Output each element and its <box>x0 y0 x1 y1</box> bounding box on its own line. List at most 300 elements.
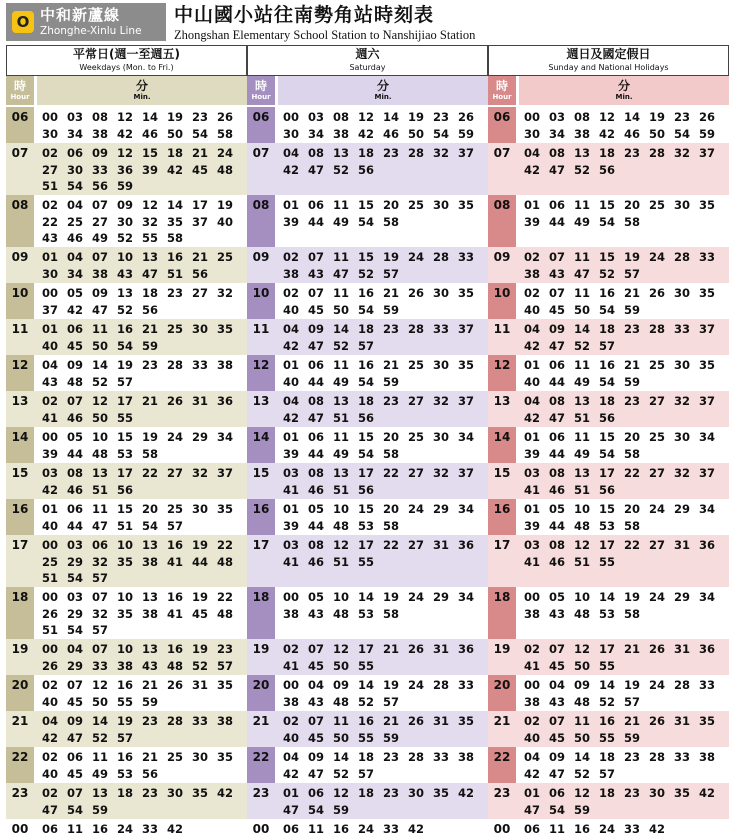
departure-minute: 12 <box>333 642 350 656</box>
departure-minute: 44 <box>67 518 84 533</box>
departure-minute: 11 <box>333 714 350 728</box>
departure-minute: 01 <box>283 198 300 212</box>
departure-minute: 58 <box>142 446 159 461</box>
departure-minute: 24 <box>408 502 425 516</box>
departure-minute: 33 <box>674 322 691 336</box>
hour-label-zh: 時 <box>495 78 508 93</box>
departure-minute: 19 <box>624 678 641 692</box>
departure-minute: 53 <box>358 606 375 621</box>
departure-minute: 32 <box>92 606 109 621</box>
departure-minute: 51 <box>333 410 350 425</box>
departure-minute: 55 <box>599 658 616 673</box>
departure-minute: 44 <box>308 518 325 533</box>
departure-minute: 54 <box>599 214 616 229</box>
hour-cell: 11 <box>11 322 29 336</box>
departure-minute: 02 <box>42 678 59 692</box>
departure-minute: 54 <box>549 802 566 817</box>
departure-minute: 34 <box>308 126 325 141</box>
panel-title-en: Sunday and National Holidays <box>548 63 669 72</box>
departure-minute: 04 <box>283 322 300 336</box>
departure-minute: 59 <box>142 694 159 709</box>
departure-minute: 11 <box>92 322 109 336</box>
departure-minute: 30 <box>192 322 209 336</box>
departure-minute: 20 <box>624 430 641 444</box>
departure-minute: 03 <box>524 538 541 552</box>
table-row <box>247 463 488 499</box>
departure-minute: 07 <box>308 714 325 728</box>
departure-minute: 16 <box>117 750 134 764</box>
departure-minute: 37 <box>217 466 234 480</box>
departure-minute: 35 <box>699 358 716 372</box>
hour-cell: 21 <box>493 714 511 728</box>
hour-cell: 10 <box>252 286 270 300</box>
departure-minute: 20 <box>383 198 400 212</box>
departure-minute: 28 <box>433 250 450 264</box>
departure-minute: 43 <box>117 266 134 281</box>
table-row <box>6 819 247 839</box>
departure-minute: 11 <box>574 286 591 300</box>
departure-minute: 13 <box>574 146 591 160</box>
hour-cell: 16 <box>493 502 511 516</box>
departure-minute: 50 <box>408 126 425 141</box>
departure-minute: 58 <box>383 446 400 461</box>
departure-minute: 45 <box>67 338 84 353</box>
departure-minute: 45 <box>308 730 325 745</box>
departure-minute: 15 <box>117 502 134 516</box>
departure-minute: 13 <box>142 642 159 656</box>
departure-minute: 51 <box>574 482 591 497</box>
departure-minute: 33 <box>674 750 691 764</box>
table-row <box>6 391 247 427</box>
departure-minute: 12 <box>92 394 109 408</box>
departure-minute: 01 <box>283 786 300 800</box>
departure-minute: 12 <box>574 786 591 800</box>
departure-minute: 03 <box>283 466 300 480</box>
departure-minute: 17 <box>192 198 209 212</box>
departure-minute: 42 <box>42 730 59 745</box>
hour-cell: 06 <box>252 110 270 124</box>
departure-minute: 14 <box>167 198 184 212</box>
departure-minute: 00 <box>42 590 59 604</box>
hour-cell: 15 <box>493 466 511 480</box>
departure-minute: 16 <box>167 590 184 604</box>
departure-minute: 35 <box>217 678 234 692</box>
departure-minute: 47 <box>67 730 84 745</box>
hour-cell: 00 <box>493 822 511 836</box>
hour-cell: 09 <box>11 250 29 264</box>
departure-minute: 16 <box>599 286 616 300</box>
departure-minute: 18 <box>142 286 159 300</box>
table-row <box>6 675 247 711</box>
departure-minute: 23 <box>383 394 400 408</box>
departure-minute: 32 <box>433 146 450 160</box>
departure-minute: 41 <box>524 554 541 569</box>
departure-minute: 09 <box>117 198 134 212</box>
departure-minute: 06 <box>549 198 566 212</box>
minutes-cell <box>42 677 246 710</box>
minutes-cell <box>524 713 728 746</box>
departure-minute: 18 <box>599 750 616 764</box>
departure-minute: 57 <box>217 658 234 673</box>
departure-minute: 34 <box>699 590 716 604</box>
departure-minute: 06 <box>42 822 59 836</box>
departure-minute: 08 <box>308 394 325 408</box>
hour-cell: 00 <box>11 822 29 836</box>
departure-minute: 27 <box>408 394 425 408</box>
hour-column-header <box>247 76 275 105</box>
departure-minute: 35 <box>699 198 716 212</box>
departure-minute: 29 <box>433 502 450 516</box>
departure-minute: 11 <box>574 198 591 212</box>
hour-cell: 07 <box>252 146 270 160</box>
departure-minute: 24 <box>649 678 666 692</box>
departure-minute: 50 <box>92 694 109 709</box>
departure-minute: 47 <box>42 802 59 817</box>
departure-minute: 09 <box>92 286 109 300</box>
departure-minute: 05 <box>308 502 325 516</box>
departure-minute: 21 <box>142 394 159 408</box>
departure-minute: 34 <box>549 126 566 141</box>
departure-minute: 32 <box>674 394 691 408</box>
departure-minute: 43 <box>549 606 566 621</box>
departure-minute: 44 <box>549 214 566 229</box>
departure-minute: 14 <box>599 590 616 604</box>
departure-minute: 04 <box>524 394 541 408</box>
departure-minute: 54 <box>67 179 84 194</box>
departure-minute: 25 <box>408 198 425 212</box>
departure-minute: 56 <box>142 766 159 781</box>
departure-minute: 24 <box>217 146 234 160</box>
departure-minute: 51 <box>574 554 591 569</box>
departure-minute: 22 <box>383 538 400 552</box>
departure-minute: 40 <box>524 730 541 745</box>
departure-minute: 04 <box>42 358 59 372</box>
departure-minute: 16 <box>333 822 350 836</box>
table-row <box>488 535 729 587</box>
departure-minute: 52 <box>333 338 350 353</box>
minutes-cell <box>283 429 487 462</box>
departure-minute: 09 <box>549 322 566 336</box>
departure-minute: 42 <box>458 786 475 800</box>
minutes-cell <box>42 465 246 498</box>
table-row <box>6 783 247 819</box>
panel-weekday <box>6 45 247 836</box>
table-row <box>247 195 488 247</box>
table-row <box>6 247 247 283</box>
departure-minute: 55 <box>117 410 134 425</box>
departure-minute: 07 <box>92 198 109 212</box>
table-row <box>6 143 247 195</box>
departure-minute: 34 <box>217 430 234 444</box>
departure-minute: 24 <box>408 250 425 264</box>
departure-minute: 19 <box>142 430 159 444</box>
table-row <box>6 587 247 639</box>
minutes-cell <box>42 821 246 838</box>
departure-minute: 19 <box>117 358 134 372</box>
departure-minute: 00 <box>524 110 541 124</box>
departure-minute: 32 <box>674 146 691 160</box>
minute-label-zh: 分 <box>617 78 630 93</box>
departure-minute: 26 <box>217 110 234 124</box>
departure-minute: 53 <box>358 518 375 533</box>
departure-minute: 14 <box>333 750 350 764</box>
departure-minute: 51 <box>574 410 591 425</box>
departure-minute: 21 <box>624 358 641 372</box>
departure-minute: 08 <box>308 466 325 480</box>
departure-minute: 42 <box>524 766 541 781</box>
departure-minute: 39 <box>283 446 300 461</box>
hour-cell: 09 <box>252 250 270 264</box>
panel-title-zh: 週日及國定假日 <box>566 47 651 61</box>
departure-minute: 45 <box>67 694 84 709</box>
departure-minute: 34 <box>699 502 716 516</box>
minutes-cell <box>283 641 487 674</box>
departure-minute: 29 <box>67 658 84 673</box>
departure-minute: 18 <box>117 786 134 800</box>
departure-minute: 42 <box>42 482 59 497</box>
departure-minute: 38 <box>92 126 109 141</box>
departure-minute: 02 <box>42 750 59 764</box>
departure-minute: 58 <box>624 214 641 229</box>
hour-cell: 18 <box>11 590 29 604</box>
departure-minute: 01 <box>283 502 300 516</box>
departure-minute: 56 <box>358 410 375 425</box>
departure-minute: 12 <box>333 538 350 552</box>
table-row <box>6 319 247 355</box>
departure-minute: 35 <box>117 554 134 569</box>
departure-minute: 07 <box>92 250 109 264</box>
departure-minute: 46 <box>67 410 84 425</box>
departure-minute: 51 <box>167 266 184 281</box>
departure-minute: 33 <box>699 678 716 692</box>
departure-minute: 00 <box>283 110 300 124</box>
departure-minute: 06 <box>283 822 300 836</box>
departure-minute: 40 <box>283 730 300 745</box>
departure-minute: 21 <box>383 714 400 728</box>
departure-minute: 48 <box>574 606 591 621</box>
departure-minute: 59 <box>92 802 109 817</box>
departure-minute: 18 <box>358 146 375 160</box>
departure-minute: 12 <box>358 110 375 124</box>
minutes-cell <box>283 677 487 710</box>
departure-minute: 38 <box>142 554 159 569</box>
title-zh: 中山國小站往南勢角站時刻表 <box>174 4 435 26</box>
departure-minute: 30 <box>674 198 691 212</box>
departure-minute: 44 <box>308 214 325 229</box>
departure-minute: 51 <box>117 518 134 533</box>
departure-minute: 45 <box>308 302 325 317</box>
departure-minute: 21 <box>383 642 400 656</box>
departure-minute: 01 <box>283 430 300 444</box>
departure-minute: 03 <box>67 538 84 552</box>
departure-minute: 30 <box>433 358 450 372</box>
departure-minute: 13 <box>333 466 350 480</box>
minutes-cell <box>283 109 487 142</box>
departure-minute: 47 <box>549 338 566 353</box>
hour-cell: 11 <box>493 322 511 336</box>
minutes-cell <box>283 145 487 178</box>
departure-minute: 48 <box>333 518 350 533</box>
departure-minute: 25 <box>649 358 666 372</box>
departure-minute: 07 <box>92 642 109 656</box>
departure-minute: 47 <box>549 162 566 177</box>
departure-minute: 42 <box>283 162 300 177</box>
departure-minute: 00 <box>42 430 59 444</box>
departure-minute: 26 <box>167 678 184 692</box>
departure-minute: 19 <box>167 110 184 124</box>
departure-minute: 13 <box>142 250 159 264</box>
departure-minute: 01 <box>42 250 59 264</box>
departure-minute: 00 <box>42 538 59 552</box>
departure-minute: 37 <box>699 322 716 336</box>
departure-minute: 59 <box>624 374 641 389</box>
departure-minute: 16 <box>167 250 184 264</box>
minutes-cell <box>524 465 728 498</box>
table-row <box>247 107 488 143</box>
table-row <box>488 587 729 639</box>
departure-minute: 20 <box>624 198 641 212</box>
departure-minute: 29 <box>433 590 450 604</box>
departure-minute: 30 <box>117 214 134 229</box>
hour-cell: 09 <box>493 250 511 264</box>
departure-minute: 28 <box>408 322 425 336</box>
hour-cell: 20 <box>252 678 270 692</box>
table-row <box>247 247 488 283</box>
minutes-cell <box>42 249 246 282</box>
departure-minute: 00 <box>283 590 300 604</box>
departure-minute: 13 <box>92 786 109 800</box>
departure-minute: 17 <box>358 642 375 656</box>
departure-minute: 49 <box>92 231 109 246</box>
departure-minute: 02 <box>283 642 300 656</box>
table-row <box>488 783 729 819</box>
departure-minute: 36 <box>458 642 475 656</box>
departure-minute: 15 <box>358 430 375 444</box>
hour-cell: 13 <box>252 394 270 408</box>
minutes-cell <box>524 589 728 622</box>
departure-minute: 13 <box>117 286 134 300</box>
departure-minute: 33 <box>92 658 109 673</box>
departure-minute: 51 <box>333 482 350 497</box>
departure-minute: 52 <box>117 231 134 246</box>
header <box>0 0 734 44</box>
departure-minute: 25 <box>42 554 59 569</box>
departure-minute: 06 <box>524 822 541 836</box>
departure-minute: 30 <box>67 162 84 177</box>
departure-minute: 36 <box>699 538 716 552</box>
departure-minute: 13 <box>574 394 591 408</box>
departure-minute: 51 <box>92 482 109 497</box>
departure-minute: 49 <box>333 446 350 461</box>
departure-minute: 41 <box>283 658 300 673</box>
departure-minute: 27 <box>649 394 666 408</box>
table-row <box>488 463 729 499</box>
departure-minute: 08 <box>308 538 325 552</box>
panel-title-en: Saturday <box>349 63 386 72</box>
departure-minute: 54 <box>192 126 209 141</box>
departure-minute: 19 <box>383 250 400 264</box>
minutes-cell <box>524 357 728 390</box>
departure-minute: 06 <box>308 786 325 800</box>
departure-minute: 35 <box>458 286 475 300</box>
departure-minute: 09 <box>308 750 325 764</box>
departure-minute: 21 <box>142 750 159 764</box>
departure-minute: 25 <box>167 750 184 764</box>
departure-minute: 54 <box>308 802 325 817</box>
departure-minute: 00 <box>524 590 541 604</box>
departure-minute: 23 <box>674 110 691 124</box>
departure-minute: 44 <box>549 374 566 389</box>
departure-minute: 38 <box>117 658 134 673</box>
departure-minute: 08 <box>549 466 566 480</box>
departure-minute: 25 <box>167 502 184 516</box>
departure-minute: 30 <box>649 786 666 800</box>
departure-minute: 38 <box>283 266 300 281</box>
departure-minute: 10 <box>333 590 350 604</box>
departure-minute: 26 <box>699 110 716 124</box>
minute-label-zh: 分 <box>135 78 148 93</box>
hour-cell: 06 <box>493 110 511 124</box>
departure-minute: 54 <box>67 571 84 586</box>
departure-minute: 15 <box>599 198 616 212</box>
departure-minute: 26 <box>167 394 184 408</box>
departure-minute: 04 <box>283 394 300 408</box>
departure-minute: 45 <box>67 766 84 781</box>
departure-minute: 42 <box>649 822 666 836</box>
hour-label-en: Hour <box>492 92 512 101</box>
departure-minute: 04 <box>283 750 300 764</box>
departure-minute: 14 <box>383 110 400 124</box>
departure-minute: 45 <box>549 730 566 745</box>
hour-cell: 16 <box>252 502 270 516</box>
departure-minute: 58 <box>624 446 641 461</box>
panel-title-zh: 週六 <box>355 47 380 61</box>
departure-minute: 37 <box>458 394 475 408</box>
departure-minute: 04 <box>42 714 59 728</box>
departure-minute: 12 <box>142 198 159 212</box>
departure-minute: 55 <box>142 231 159 246</box>
departure-minute: 02 <box>283 286 300 300</box>
panel-title-en: Weekdays (Mon. to Fri.) <box>79 63 174 72</box>
departure-minute: 22 <box>217 590 234 604</box>
departure-minute: 52 <box>574 162 591 177</box>
departure-minute: 22 <box>383 466 400 480</box>
departure-minute: 14 <box>333 322 350 336</box>
departure-minute: 52 <box>117 302 134 317</box>
departure-minute: 07 <box>549 714 566 728</box>
departure-minute: 38 <box>574 126 591 141</box>
departure-minute: 35 <box>458 198 475 212</box>
departure-minute: 01 <box>524 502 541 516</box>
departure-minute: 49 <box>574 446 591 461</box>
minutes-cell <box>42 501 246 534</box>
departure-minute: 11 <box>574 358 591 372</box>
table-row <box>247 427 488 463</box>
departure-minute: 50 <box>574 302 591 317</box>
departure-minute: 59 <box>458 126 475 141</box>
table-row <box>6 355 247 391</box>
minutes-cell <box>283 285 487 318</box>
departure-minute: 38 <box>333 126 350 141</box>
departure-minute: 06 <box>67 750 84 764</box>
departure-minute: 54 <box>358 214 375 229</box>
departure-minute: 47 <box>308 162 325 177</box>
departure-minute: 11 <box>549 822 566 836</box>
table-row <box>6 283 247 319</box>
hour-cell: 07 <box>11 146 29 160</box>
departure-minute: 40 <box>42 766 59 781</box>
departure-minute: 19 <box>624 590 641 604</box>
